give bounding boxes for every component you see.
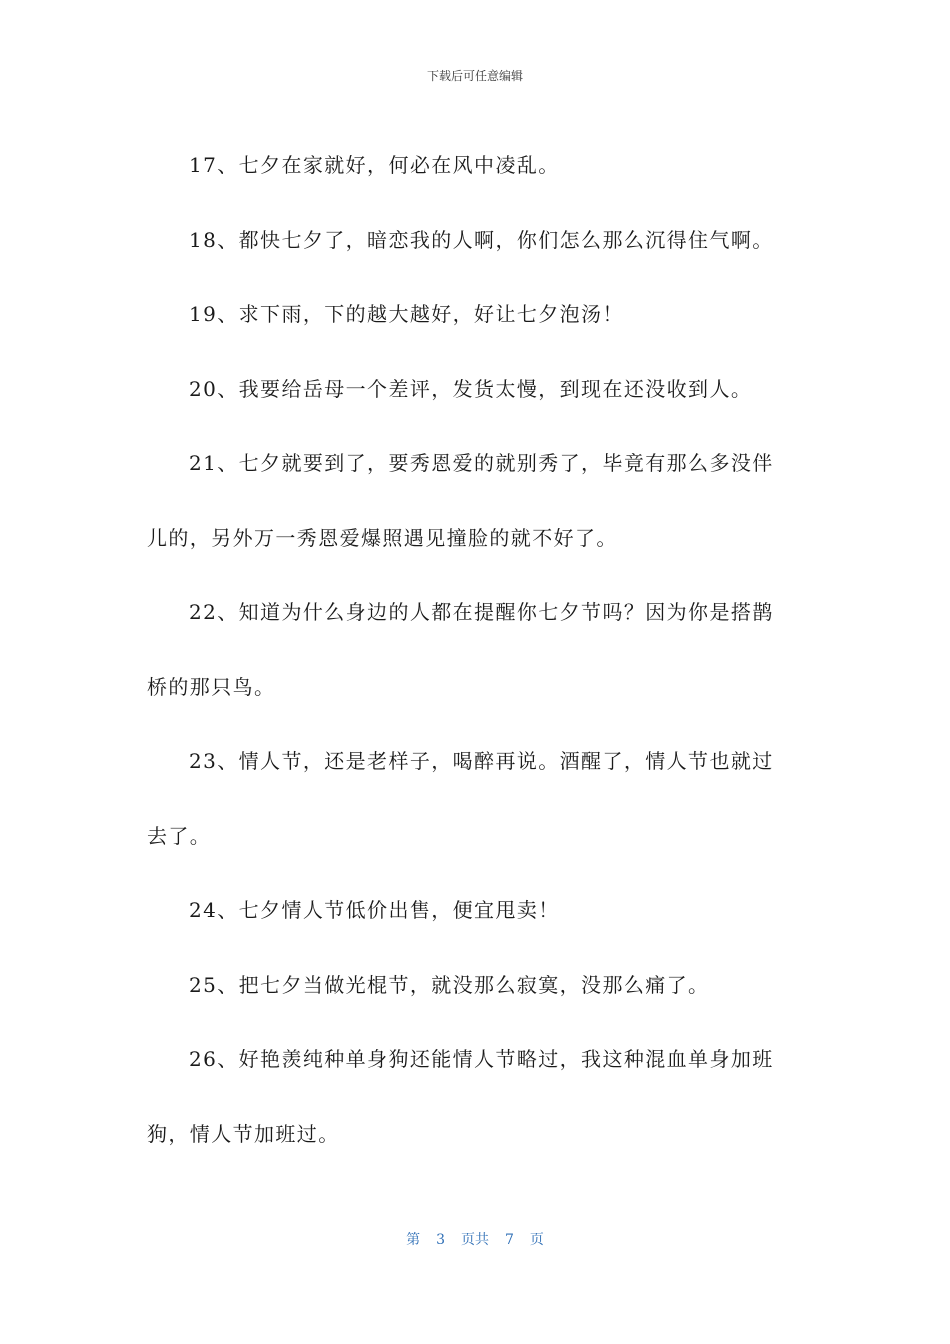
paragraph-line: 23、情人节，还是老样子，喝醉再说。酒醒了，情人节也就过 [189, 749, 774, 773]
paragraph-line: 24、七夕情人节低价出售，便宜甩卖！ [189, 898, 560, 922]
paragraph-line: 26、好艳羡纯种单身狗还能情人节略过，我这种混血单身加班 [189, 1047, 774, 1071]
paragraph-18 [147, 203, 807, 278]
header-note: 下载后可任意编辑 [426, 69, 523, 83]
paragraph-23 [147, 724, 807, 873]
paragraph-20 [147, 352, 807, 427]
paragraph-line: 17、七夕在家就好，何必在风中凌乱。 [189, 153, 560, 177]
paragraph-line: 18、都快七夕了，暗恋我的人啊，你们怎么那么沉得住气啊。 [189, 227, 774, 252]
paragraph-17 [147, 128, 807, 203]
paragraph-24 [147, 873, 807, 948]
paragraph-line: 22、知道为什么身边的人都在提醒你七夕节吗？因为你是搭鹊 [189, 600, 774, 624]
page-label-suffix: 页 [529, 1232, 544, 1248]
paragraph-line: 20、我要给岳母一个差评，发货太慢，到现在还没收到人。 [189, 376, 753, 401]
paragraph-line: 狗，情人节加班过。 [147, 1121, 340, 1146]
paragraph-line: 桥的那只鸟。 [147, 674, 276, 699]
paragraph-19 [147, 277, 807, 352]
paragraph-line: 儿的，另外万一秀恩爱爆照遇见撞脸的就不好了。 [147, 525, 618, 550]
document-body [147, 128, 807, 1171]
paragraph-21 [147, 426, 807, 575]
paragraph-line: 去了。 [147, 823, 212, 848]
page-label-mid: 页共 [461, 1232, 489, 1248]
total-pages-number: 7 [505, 1232, 514, 1248]
paragraph-line: 21、七夕就要到了，要秀恩爱的就别秀了，毕竟有那么多没伴 [189, 451, 774, 475]
page-label-prefix: 第 [406, 1232, 421, 1248]
paragraph-26 [147, 1022, 807, 1171]
page-footer [0, 1229, 950, 1249]
paragraph-25 [147, 948, 807, 1023]
paragraph-line: 25、把七夕当做光棍节，就没那么寂寞，没那么痛了。 [189, 972, 710, 997]
paragraph-22 [147, 575, 807, 724]
paragraph-line: 19、求下雨，下的越大越好，好让七夕泡汤！ [189, 302, 624, 326]
current-page-number: 3 [436, 1232, 445, 1248]
